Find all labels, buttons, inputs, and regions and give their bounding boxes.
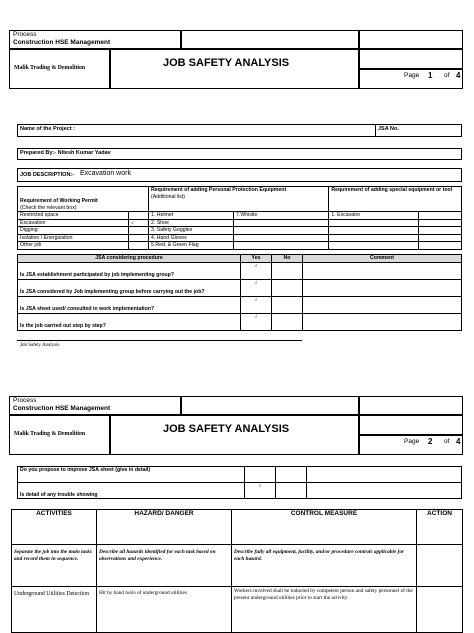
project-label: Name of the Project : [20,126,76,132]
table-row [18,262,462,279]
job-description-value: Excavation work [80,170,131,177]
table-row [18,234,462,242]
job-description-label: JOB DESCRIPTION:- [20,172,75,178]
equip-item [329,219,419,227]
permit-checkbox[interactable] [129,227,149,235]
control-instruction: Describe fully all equipment, facility, and/or procedure controls applicable for each hazard. [232,545,417,587]
no-check[interactable] [276,467,307,483]
table-row [18,296,462,313]
comment-cell[interactable] [303,279,462,296]
process-label: Process [13,397,37,404]
header-rightmost-top-box [359,396,463,415]
activity-instruction: Separate the job into the main tasks and record them in sequence. [12,545,97,587]
question-text: Is the job carried out step by step? [18,313,241,330]
question-text: Is JSA sheet used/ consulted in work implementation? [18,296,241,313]
permit-checkbox[interactable] [129,212,149,220]
comment-cell[interactable] [307,467,462,483]
yes-check[interactable]: √ [241,279,272,296]
ppe-item: 3. Safety Goggles [149,227,234,235]
footer-rule [17,340,302,341]
footer-text: Job Safety Analysis [20,343,60,348]
ppe-item: 5.Red. & Green Flag [149,242,234,250]
permit-header-cell [18,187,149,212]
permit-item: Other job [18,242,129,250]
ppe-header-cell [149,187,329,212]
control-cell: Workers involved shall be inducted by competent person and safety personnel of the present underground utilities prior to start the activity. [232,587,417,633]
question-text: Is detail of any trouble showing [18,483,245,499]
equip-extra [419,212,462,220]
yes-check[interactable] [245,467,276,483]
page-title: JOB SAFETY ANALYSIS [163,423,290,435]
page-label: Page [404,438,420,445]
activities-table [11,509,463,633]
company-name: Malik Trading & Demolition [14,431,86,437]
comment-cell[interactable] [307,483,462,499]
procedure-header: JSA considering procedure [18,255,241,263]
ppe-item [234,234,329,242]
ppe-header: Requirement of adding Personal Protection Equipment [151,187,287,193]
action-cell[interactable] [417,587,463,633]
hazard-cell: Hit by hand tools of underground utilities [97,587,232,633]
ppe-item [234,219,329,227]
table-row [18,313,462,330]
ppe-subheader: (Additional list) [151,193,186,200]
table-row [18,279,462,296]
activities-header: ACTIVITIES [12,510,97,545]
table-row [18,227,462,235]
permit-subheader: (Check the relevant box) [20,204,77,211]
page-number: 2 [428,437,433,446]
no-check[interactable] [272,279,303,296]
permit-item: Restricted space [18,212,129,220]
process-label: Process [13,31,37,38]
ppe-item [234,227,329,235]
company-name: Malik Trading & Demolition [14,65,86,71]
of-label: of [444,438,450,445]
table-row [18,219,462,227]
page-number-box-top [359,415,463,435]
action-header: ACTION [417,510,463,545]
permit-item: Isolation / Energization [18,234,129,242]
question-text: Is JSA considered by Job implementing group before carrying out the job? [18,279,241,296]
requirements-table [17,186,462,250]
question-text: Is JSA establishment participated by job implementing group? [18,262,241,279]
total-pages: 4 [456,437,461,446]
no-check[interactable] [272,296,303,313]
no-check[interactable] [272,262,303,279]
header-right-top-box [181,396,359,415]
permit-item: Digging [18,227,129,235]
equip-extra [419,242,462,250]
table-row [18,483,462,499]
ppe-item: 7.Whistle [234,212,329,220]
procedure-table [17,254,462,331]
of-label: of [444,72,450,79]
equip-item [329,234,419,242]
hazard-header: HAZARD/ DANGER [97,510,232,545]
equip-header: Requirement of adding special equipment or tool [329,187,462,212]
comment-cell[interactable] [303,262,462,279]
yes-check[interactable]: √ [241,313,272,330]
ppe-item [234,242,329,250]
table-row [18,212,462,220]
no-header: No [272,255,303,263]
prepared-by: Prepared By:- Nitesh Kumar Yadav [20,150,111,156]
page-number-box-top [359,49,463,69]
process-value: Construction HSE Management [13,405,111,412]
equip-extra [419,227,462,235]
hazard-instruction: Describe all hazards identified for each task based on observations and experience. [97,545,232,587]
header-rightmost-top-box [359,30,463,49]
equip-extra [419,234,462,242]
table-row [18,242,462,250]
ppe-item: 4. Hand Gloves [149,234,234,242]
table-row [12,587,463,633]
equip-item: 1. Excavator [329,212,419,220]
procedure-table-continued [17,466,462,499]
no-check[interactable] [272,313,303,330]
ppe-item: 1. Helmet [149,212,234,220]
yes-check[interactable]: √ [245,483,276,499]
jsa-no-label: JSA No. [378,126,399,132]
comment-header: Comment [303,255,462,263]
process-value: Construction HSE Management [13,39,111,46]
permit-checkbox[interactable]: √ [129,219,149,227]
permit-checkbox[interactable] [129,234,149,242]
page-title: JOB SAFETY ANALYSIS [163,57,290,69]
comment-cell[interactable] [303,296,462,313]
yes-header: Yes [241,255,272,263]
yes-check[interactable]: √ [241,296,272,313]
equip-extra [419,219,462,227]
total-pages: 4 [456,71,461,80]
permit-item: Excavation [18,219,129,227]
header-right-top-box [181,30,359,49]
comment-cell[interactable] [303,313,462,330]
ppe-item: 2. Shoe [149,219,234,227]
control-measure-header: CONTROL MEASURE [232,510,417,545]
table-row [12,545,463,587]
no-check[interactable] [276,483,307,499]
permit-checkbox[interactable] [129,242,149,250]
equip-item [329,242,419,250]
action-instruction [417,545,463,587]
table-row [18,467,462,483]
equip-item [329,227,419,235]
project-divider [375,124,376,137]
question-text: Do you propose to improve JSA sheet (give in detail) [18,467,245,483]
yes-check[interactable]: √ [241,262,272,279]
activity-cell: Underground Utilities Detection [12,587,97,633]
permit-header: Requirement of Working Permit [20,198,98,204]
page-label: Page [404,72,420,79]
page-number: 1 [428,71,433,80]
